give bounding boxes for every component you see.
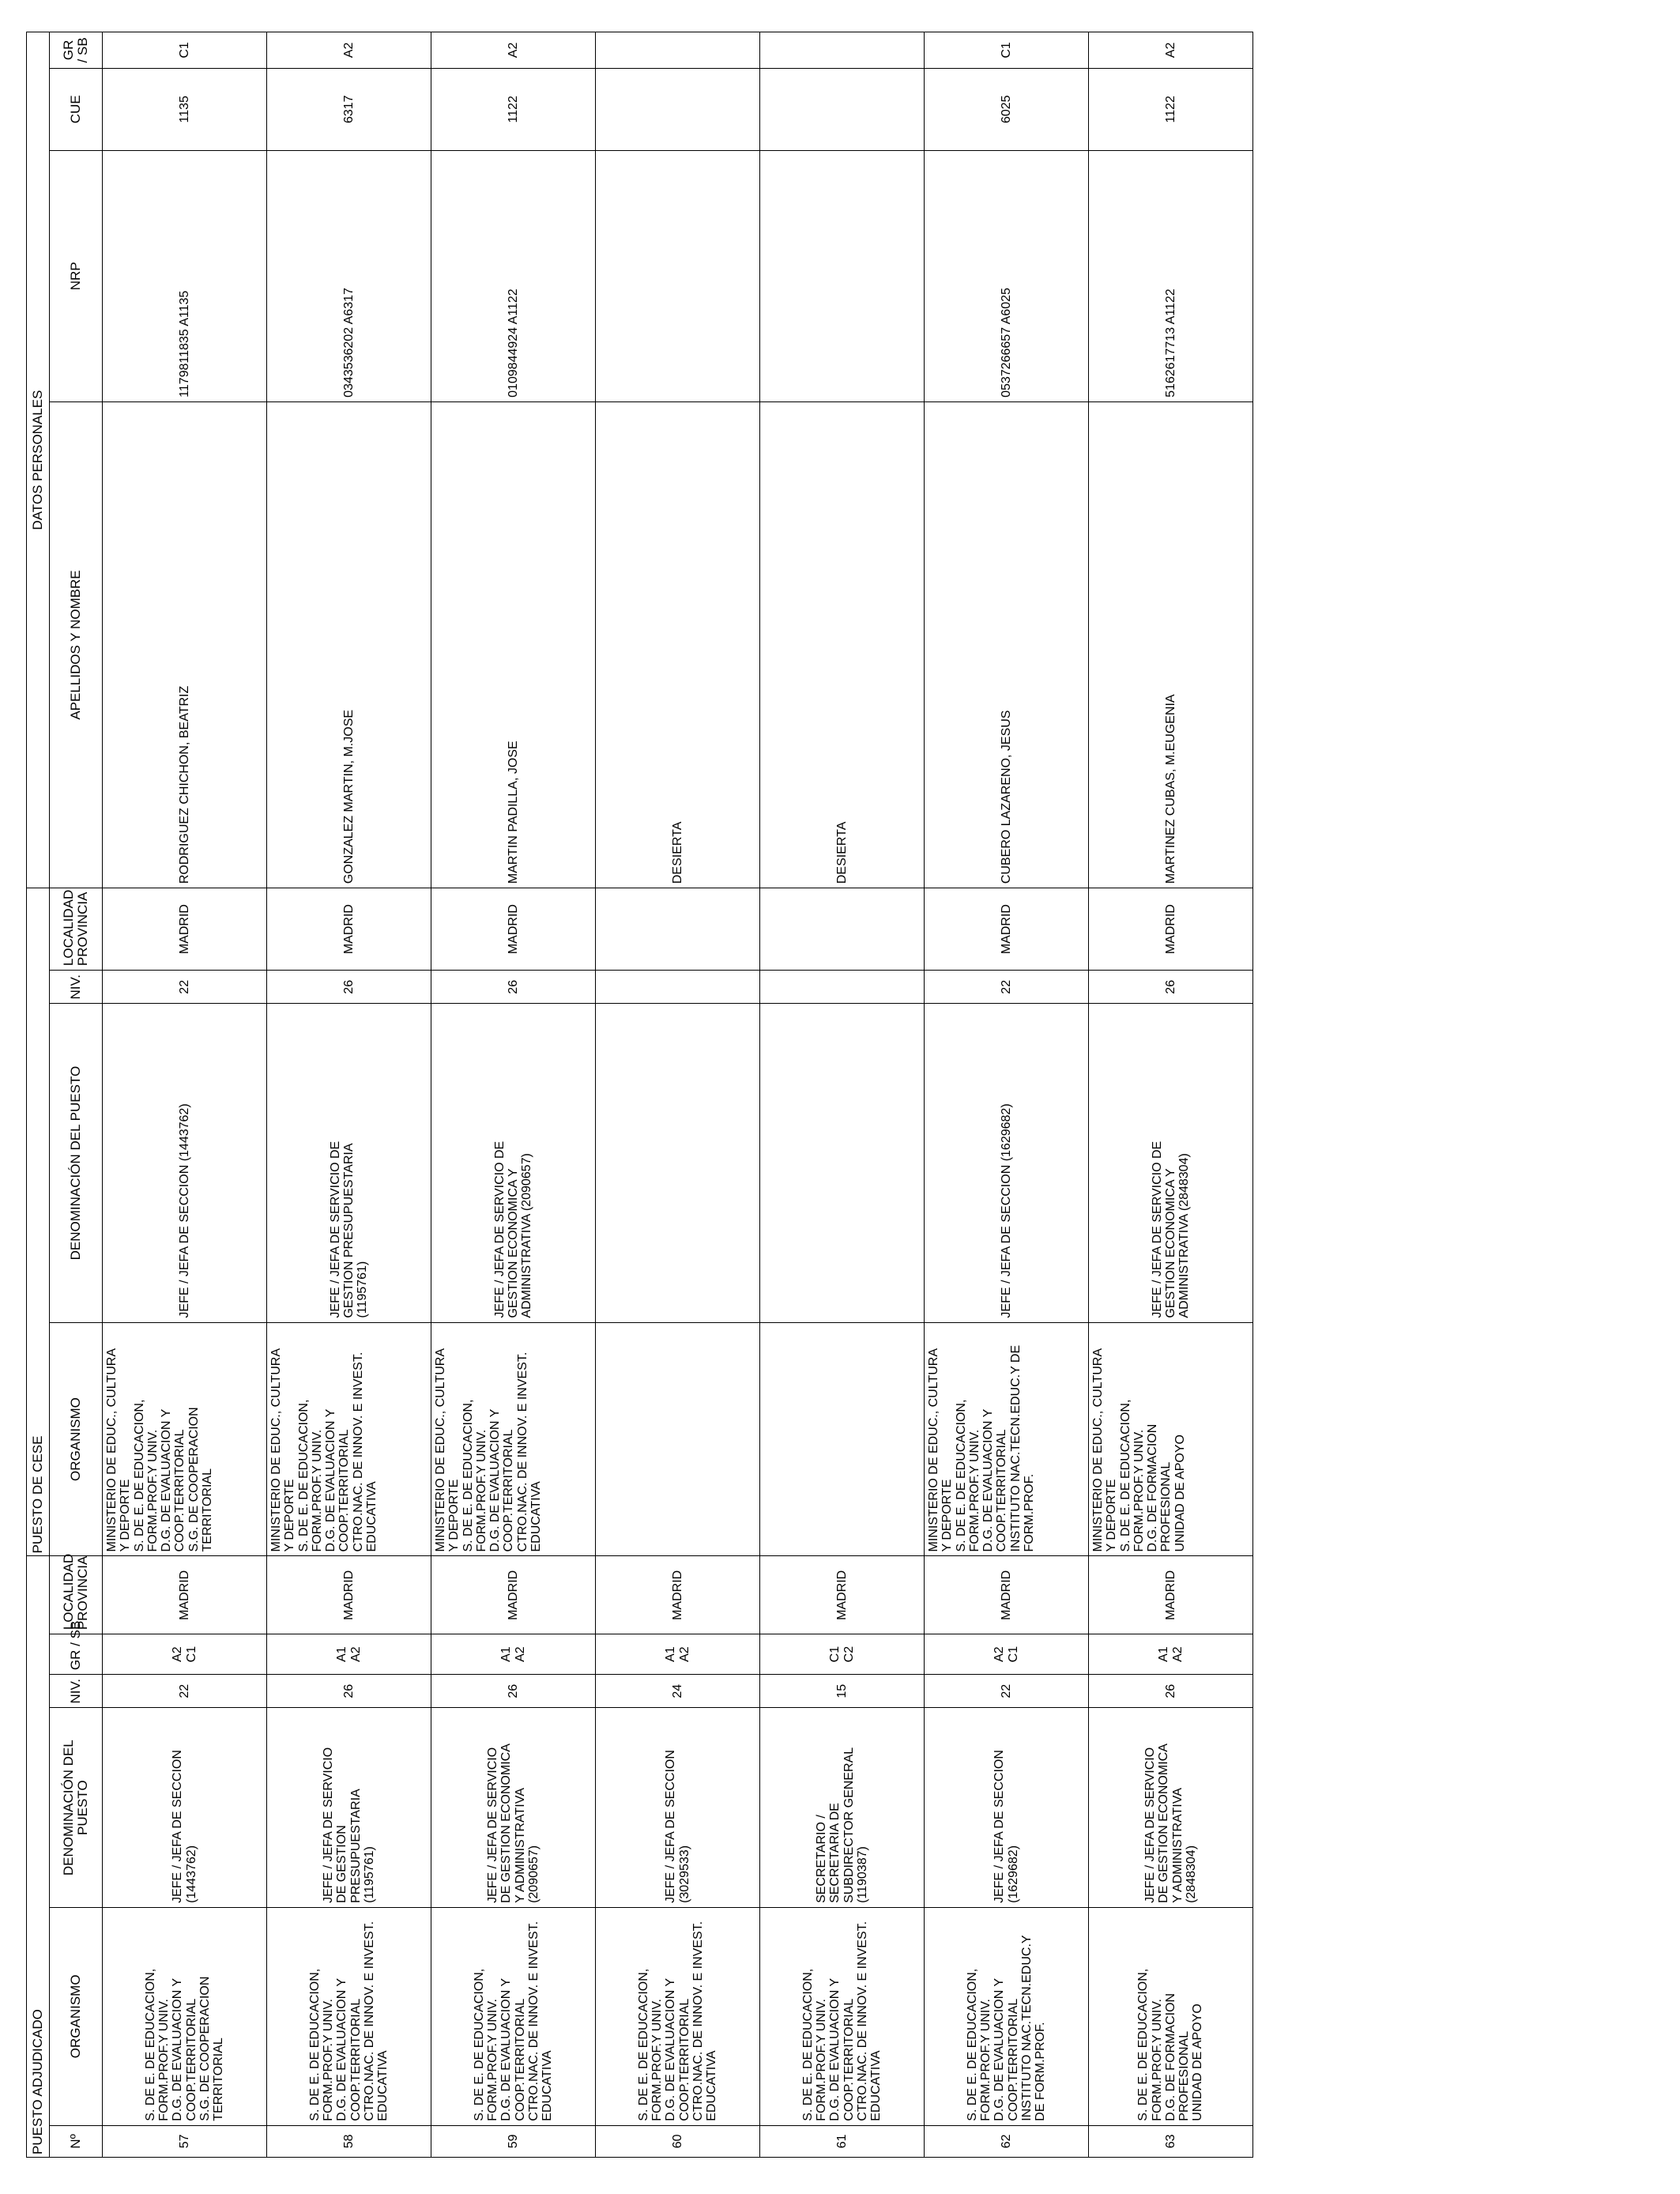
cell-niv: 22: [103, 1675, 267, 1708]
cell-cue: 1122: [431, 68, 596, 150]
cell-denominacion: SECRETARIO / SECRETARIA DE SUBDIRECTOR GENERAL (1190387): [760, 1708, 925, 1907]
cell-nrp: 0537266657 A6025: [925, 150, 1089, 401]
table-row: [267, 32, 431, 2158]
col-header-gr-sb-personal: GR / SB: [50, 32, 103, 69]
cell-n: 59: [431, 2125, 596, 2157]
table-row: [103, 32, 267, 2158]
cell-apellidos: MARTIN PADILLA, JOSE: [431, 401, 596, 888]
cell-n: 63: [1089, 2125, 1253, 2157]
group-puesto-cese: PUESTO DE CESE: [27, 888, 50, 1556]
cell-denominacion: JEFE / JEFA DE SERVICIO DE GESTION ECONOMICA Y ADMINISTRATIVA (2090657): [431, 1708, 596, 1907]
cell-cue: 6317: [267, 68, 431, 150]
col-header-localidad-cese: LOCALIDAD PROVINCIA: [50, 888, 103, 971]
cell-niv: 26: [431, 1675, 596, 1708]
col-header-nrp: NRP: [50, 150, 103, 401]
cell-n: 60: [596, 2125, 760, 2157]
col-header-organismo-cese: ORGANISMO: [50, 1322, 103, 1556]
cell-n: 61: [760, 2125, 925, 2157]
table-row: [925, 32, 1089, 2158]
cell-gr-sb-personal: A2: [431, 32, 596, 69]
cell-localidad: MADRID: [596, 1556, 760, 1634]
cell-apellidos: DESIERTA: [760, 401, 925, 888]
cell-niv-cese: 26: [1089, 971, 1253, 1004]
cell-denominacion-cese: JEFE / JEFA DE SERVICIO DE GESTION ECONOMICA Y ADMINISTRATIVA (2090657): [431, 1004, 596, 1322]
cell-gr-sb: A1 A2: [1089, 1634, 1253, 1675]
cell-niv: 15: [760, 1675, 925, 1708]
cell-organismo-cese: MINISTERIO DE EDUC., CULTURA Y DEPORTE S. DE E. DE EDUCACION, FORM.PROF.Y UNIV. D.G. DE FORMACION PROFESIONAL UNIDAD DE APOYO: [1089, 1322, 1253, 1556]
cell-localidad-cese: MADRID: [103, 888, 267, 971]
cell-denominacion-cese: JEFE / JEFA DE SECCION (1443762): [103, 1004, 267, 1322]
cell-denominacion: JEFE / JEFA DE SERVICIO DE GESTION ECONOMICA Y ADMINISTRATIVA (2848304): [1089, 1708, 1253, 1907]
col-header-apellidos: APELLIDOS Y NOMBRE: [50, 401, 103, 888]
col-header-localidad: LOCALIDAD PROVINCIA: [50, 1556, 103, 1634]
col-header-niv: NIV.: [50, 1675, 103, 1708]
cell-gr-sb: A1 A2: [267, 1634, 431, 1675]
cell-n: 57: [103, 2125, 267, 2157]
cell-localidad-cese: [596, 888, 760, 971]
cell-gr-sb: A1 A2: [596, 1634, 760, 1675]
cell-localidad: MADRID: [760, 1556, 925, 1634]
cell-denominacion-cese: [596, 1004, 760, 1322]
table-row: [1089, 32, 1253, 2158]
cell-denominacion-cese: JEFE / JEFA DE SERVICIO DE GESTION ECONOMICA Y ADMINISTRATIVA (2848304): [1089, 1004, 1253, 1322]
cell-gr-sb-personal: C1: [925, 32, 1089, 69]
col-header-niv-cese: NIV.: [50, 971, 103, 1004]
cell-gr-sb-personal: A2: [267, 32, 431, 69]
cell-gr-sb-personal: [760, 32, 925, 69]
cell-denominacion-cese: JEFE / JEFA DE SERVICIO DE GESTION PRESUPUESTARIA (1195761): [267, 1004, 431, 1322]
cell-localidad: MADRID: [1089, 1556, 1253, 1634]
cell-cue: [760, 68, 925, 150]
cell-niv: 24: [596, 1675, 760, 1708]
cell-cue: 1135: [103, 68, 267, 150]
cell-organismo-cese: MINISTERIO DE EDUC., CULTURA Y DEPORTE S. DE E. DE EDUCACION, FORM.PROF.Y UNIV. D.G. DE EVALUACION Y COOP.TERRITORIAL INSTITUTO NAC.TECN.EDUC.Y DE FORM.PROF.: [925, 1322, 1089, 1556]
cell-organismo-cese: MINISTERIO DE EDUC., CULTURA Y DEPORTE S. DE E. DE EDUCACION, FORM.PROF.Y UNIV. D.G. DE EVALUACION Y COOP.TERRITORIAL CTRO.NAC. DE INNOV. E INVEST. EDUCATIVA: [431, 1322, 596, 1556]
cell-niv-cese: 22: [103, 971, 267, 1004]
cell-denominacion: JEFE / JEFA DE SERVICIO DE GESTION PRESUPUESTARIA (1195761): [267, 1708, 431, 1907]
col-header-denominacion: DENOMINACIÓN DEL PUESTO: [50, 1708, 103, 1907]
cell-niv: 26: [1089, 1675, 1253, 1708]
rotated-page: [26, 32, 1314, 2158]
cell-organismo-cese: MINISTERIO DE EDUC., CULTURA Y DEPORTE S. DE E. DE EDUCACION, FORM.PROF.Y UNIV. D.G. DE EVALUACION Y COOP.TERRITORIAL S.G. DE COOPERACION TERRITORIAL: [103, 1322, 267, 1556]
cell-localidad-cese: MADRID: [1089, 888, 1253, 971]
cell-gr-sb: A2 C1: [925, 1634, 1089, 1675]
cell-cue: 6025: [925, 68, 1089, 150]
cell-n: 58: [267, 2125, 431, 2157]
col-header-gr-sb: GR / SB: [50, 1634, 103, 1675]
group-datos-personales: DATOS PERSONALES: [27, 32, 50, 888]
col-header-denominacion-cese: DENOMINACIÓN DEL PUESTO: [50, 1004, 103, 1322]
cell-nrp: 0109844924 A1122: [431, 150, 596, 401]
cell-nrp: [596, 150, 760, 401]
cell-nrp: 0343536202 A6317: [267, 150, 431, 401]
group-puesto-adjudicado: PUESTO ADJUDICADO: [27, 1556, 50, 2158]
cell-apellidos: RODRIGUEZ CHICHON, BEATRIZ: [103, 401, 267, 888]
cell-nrp: 5162617713 A1122: [1089, 150, 1253, 401]
cell-organismo: S. DE E. DE EDUCACION, FORM.PROF.Y UNIV. D.G. DE EVALUACION Y COOP.TERRITORIAL CTRO.NAC. DE INNOV. E INVEST. EDUCATIVA: [760, 1907, 925, 2125]
cell-localidad-cese: MADRID: [267, 888, 431, 971]
cell-gr-sb-personal: [596, 32, 760, 69]
cell-niv: 26: [267, 1675, 431, 1708]
col-header-organismo: ORGANISMO: [50, 1907, 103, 2125]
cell-niv-cese: [596, 971, 760, 1004]
table-row: [760, 32, 925, 2158]
cell-gr-sb: C1 C2: [760, 1634, 925, 1675]
table-row: [596, 32, 760, 2158]
col-header-n: Nº: [50, 2125, 103, 2157]
cell-organismo: S. DE E. DE EDUCACION, FORM.PROF.Y UNIV. D.G. DE EVALUACION Y COOP.TERRITORIAL INSTITUTO NAC.TECN.EDUC.Y DE FORM.PROF.: [925, 1907, 1089, 2125]
cell-denominacion-cese: [760, 1004, 925, 1322]
cell-gr-sb: A2 C1: [103, 1634, 267, 1675]
col-header-cue: CUE: [50, 68, 103, 150]
cell-organismo-cese: [760, 1322, 925, 1556]
cell-localidad: MADRID: [431, 1556, 596, 1634]
cell-organismo: S. DE E. DE EDUCACION, FORM.PROF.Y UNIV. D.G. DE FORMACION PROFESIONAL UNIDAD DE APOYO: [1089, 1907, 1253, 2125]
cell-organismo: S. DE E. DE EDUCACION, FORM.PROF.Y UNIV. D.G. DE EVALUACION Y COOP.TERRITORIAL CTRO.NAC. DE INNOV. E INVEST. EDUCATIVA: [431, 1907, 596, 2125]
cell-denominacion: JEFE / JEFA DE SECCION (1629682): [925, 1708, 1089, 1907]
cell-niv-cese: 22: [925, 971, 1089, 1004]
cell-localidad: MADRID: [103, 1556, 267, 1634]
cell-apellidos: MARTINEZ CUBAS, M.EUGENIA: [1089, 401, 1253, 888]
cell-localidad-cese: MADRID: [431, 888, 596, 971]
cell-organismo: S. DE E. DE EDUCACION, FORM.PROF.Y UNIV. D.G. DE EVALUACION Y COOP.TERRITORIAL CTRO.NAC. DE INNOV. E INVEST. EDUCATIVA: [267, 1907, 431, 2125]
cell-localidad-cese: [760, 888, 925, 971]
cell-denominacion: JEFE / JEFA DE SECCION (3029533): [596, 1708, 760, 1907]
appointments-table: [26, 32, 1253, 2158]
cell-denominacion: JEFE / JEFA DE SECCION (1443762): [103, 1708, 267, 1907]
cell-cue: 1122: [1089, 68, 1253, 150]
cell-denominacion-cese: JEFE / JEFA DE SECCION (1629682): [925, 1004, 1089, 1322]
cell-organismo: S. DE E. DE EDUCACION, FORM.PROF.Y UNIV. D.G. DE EVALUACION Y COOP.TERRITORIAL CTRO.NAC. DE INNOV. E INVEST. EDUCATIVA: [596, 1907, 760, 2125]
cell-localidad: MADRID: [925, 1556, 1089, 1634]
cell-localidad: MADRID: [267, 1556, 431, 1634]
cell-n: 62: [925, 2125, 1089, 2157]
cell-apellidos: CUBERO LAZARENO, JESUS: [925, 401, 1089, 888]
cell-gr-sb-personal: A2: [1089, 32, 1253, 69]
cell-organismo-cese: MINISTERIO DE EDUC., CULTURA Y DEPORTE S. DE E. DE EDUCACION, FORM.PROF.Y UNIV. D.G. DE EVALUACION Y COOP.TERRITORIAL CTRO.NAC. DE INNOV. E INVEST. EDUCATIVA: [267, 1322, 431, 1556]
cell-apellidos: DESIERTA: [596, 401, 760, 888]
cell-niv-cese: 26: [431, 971, 596, 1004]
cell-nrp: [760, 150, 925, 401]
cell-organismo-cese: [596, 1322, 760, 1556]
cell-gr-sb-personal: C1: [103, 32, 267, 69]
cell-niv-cese: 26: [267, 971, 431, 1004]
cell-niv: 22: [925, 1675, 1089, 1708]
cell-localidad-cese: MADRID: [925, 888, 1089, 971]
cell-apellidos: GONZALEZ MARTIN, M.JOSE: [267, 401, 431, 888]
cell-niv-cese: [760, 971, 925, 1004]
cell-nrp: 1179811835 A1135: [103, 150, 267, 401]
cell-cue: [596, 68, 760, 150]
cell-organismo: S. DE E. DE EDUCACION, FORM.PROF.Y UNIV. D.G. DE EVALUACION Y COOP.TERRITORIAL S.G. DE COOPERACION TERRITORIAL: [103, 1907, 267, 2125]
table-row: [431, 32, 596, 2158]
cell-gr-sb: A1 A2: [431, 1634, 596, 1675]
